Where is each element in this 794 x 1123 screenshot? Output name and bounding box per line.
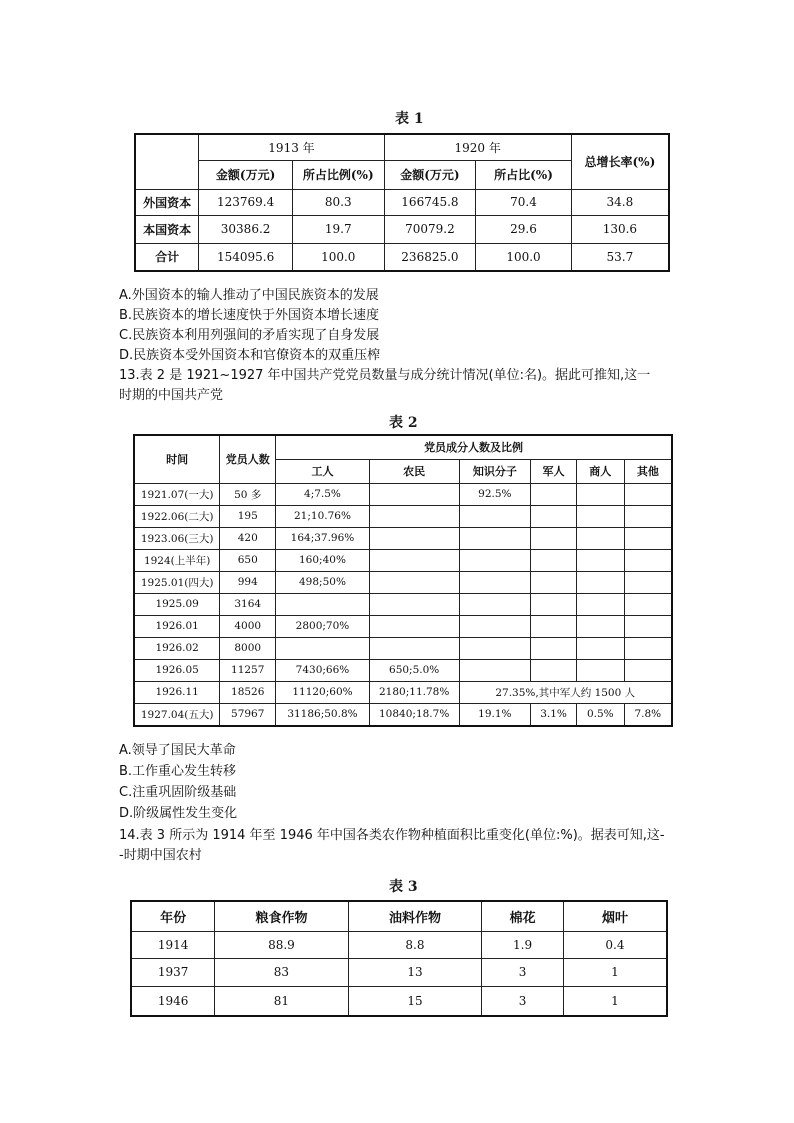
cell-members: 8000 <box>220 637 276 659</box>
cell-time: 1926.11 <box>134 681 220 703</box>
cell-members: 994 <box>220 571 276 593</box>
table3-header-cotton: 棉花 <box>482 901 564 931</box>
table2-col-merchant: 商人 <box>576 459 624 483</box>
cell-worker <box>276 593 370 615</box>
cell-members: 195 <box>220 505 276 527</box>
cell-soldier <box>531 527 577 549</box>
cell-soldier <box>531 593 577 615</box>
cell-farmer <box>369 571 459 593</box>
cell: 1 <box>563 986 667 1016</box>
row-label: 合计 <box>135 243 199 271</box>
cell-intellectual <box>459 527 531 549</box>
q12-option-a: A.外国资本的输人推动了中国民族资本的发展 <box>119 288 379 303</box>
q13-stem-line2: 时期的中国共产党 <box>119 388 224 403</box>
cell-other <box>624 571 672 593</box>
cell-worker: 21;10.76% <box>276 505 370 527</box>
cell-intellectual <box>459 505 531 527</box>
cell-other <box>624 637 672 659</box>
cell: 70079.2 <box>384 215 476 243</box>
table1-year1: 1913 年 <box>199 134 384 160</box>
cell-time: 1926.05 <box>134 659 220 681</box>
cell-members: 420 <box>220 527 276 549</box>
q12-option-b: B.民族资本的增长速度快于外国资本增长速度 <box>119 308 380 323</box>
cell-soldier <box>531 483 577 505</box>
table-row <box>134 549 672 571</box>
table3 <box>130 900 668 1017</box>
cell-farmer <box>369 527 459 549</box>
cell: 1.9 <box>482 931 564 958</box>
cell-other <box>624 659 672 681</box>
cell-time: 1927.04(五大) <box>134 703 220 726</box>
table-row <box>134 615 672 637</box>
cell-worker: 164;37.96% <box>276 527 370 549</box>
table-row <box>134 527 672 549</box>
table1-share-header-1913: 所占比例(%) <box>292 160 384 189</box>
cell: 166745.8 <box>384 189 476 215</box>
table2-caption: 表 2 <box>389 415 418 431</box>
table-row <box>134 505 672 527</box>
cell: 80.3 <box>292 189 384 215</box>
cell-intellectual <box>459 549 531 571</box>
table2-members-header: 党员人数 <box>220 435 276 483</box>
cell-intellectual: 92.5% <box>459 483 531 505</box>
cell-intellectual <box>459 659 531 681</box>
cell-members: 57967 <box>220 703 276 726</box>
cell-intellectual: 19.1% <box>459 703 531 726</box>
cell-time: 1926.01 <box>134 615 220 637</box>
cell-intellectual <box>459 637 531 659</box>
cell-merchant <box>576 571 624 593</box>
cell-other: 7.8% <box>624 703 672 726</box>
cell: 130.6 <box>571 215 669 243</box>
cell: 1914 <box>131 931 215 958</box>
cell-merchant <box>576 483 624 505</box>
cell-farmer: 10840;18.7% <box>369 703 459 726</box>
cell: 81 <box>215 986 349 1016</box>
cell: 1 <box>563 958 667 986</box>
cell-other <box>624 593 672 615</box>
cell: 123769.4 <box>199 189 293 215</box>
q13-option-d: D.阶级属性发生变化 <box>119 806 238 821</box>
cell: 19.7 <box>292 215 384 243</box>
table1-share-header-1920: 所占比(%) <box>476 160 572 189</box>
table-row <box>134 593 672 615</box>
cell: 88.9 <box>215 931 349 958</box>
cell-worker: 4;7.5% <box>276 483 370 505</box>
cell-worker: 11120;60% <box>276 681 370 703</box>
cell-merchant <box>576 527 624 549</box>
table3-header-year: 年份 <box>131 901 215 931</box>
cell: 100.0 <box>292 243 384 271</box>
q12-option-c: C.民族资本利用列强间的矛盾实现了自身发展 <box>119 328 380 343</box>
table2-col-farmer: 农民 <box>369 459 459 483</box>
table-row <box>134 703 672 726</box>
cell-time: 1925.09 <box>134 593 220 615</box>
cell: 53.7 <box>571 243 669 271</box>
table1-caption: 表 1 <box>395 111 424 127</box>
q13-option-a: A.领导了国民大革命 <box>119 743 236 758</box>
cell-intellectual <box>459 615 531 637</box>
cell-worker: 498;50% <box>276 571 370 593</box>
cell-soldier <box>531 615 577 637</box>
cell-other <box>624 615 672 637</box>
cell-farmer: 2180;11.78% <box>369 681 459 703</box>
cell-other <box>624 549 672 571</box>
table-row <box>135 243 669 271</box>
q13-option-c: C.注重巩固阶级基础 <box>119 785 237 800</box>
cell: 83 <box>215 958 349 986</box>
cell-soldier <box>531 637 577 659</box>
table1-corner <box>135 134 199 189</box>
cell-merchant <box>576 549 624 571</box>
cell: 1937 <box>131 958 215 986</box>
cell-farmer <box>369 615 459 637</box>
q14-stem-line1: 14.表 3 所示为 1914 年至 1946 年中国各类农作物种植面积比重变化(单位:%)。据表可知,这- <box>119 828 665 843</box>
cell: 15 <box>348 986 482 1016</box>
cell-worker: 31186;50.8% <box>276 703 370 726</box>
table2 <box>133 434 673 727</box>
table-row <box>134 659 672 681</box>
cell-merchant <box>576 615 624 637</box>
cell-merged-other: 27.35%,其中军人约 1500 人 <box>459 681 672 703</box>
cell: 70.4 <box>476 189 572 215</box>
row-label: 本国资本 <box>135 215 199 243</box>
cell-worker: 2800;70% <box>276 615 370 637</box>
cell-merchant <box>576 505 624 527</box>
table-row <box>134 571 672 593</box>
cell-members: 11257 <box>220 659 276 681</box>
cell-soldier <box>531 571 577 593</box>
cell-other <box>624 527 672 549</box>
cell-intellectual <box>459 571 531 593</box>
table-row <box>131 958 667 986</box>
cell: 100.0 <box>476 243 572 271</box>
cell-time: 1926.02 <box>134 637 220 659</box>
cell-members: 650 <box>220 549 276 571</box>
cell: 30386.2 <box>199 215 293 243</box>
cell-time: 1922.06(二大) <box>134 505 220 527</box>
row-label: 外国资本 <box>135 189 199 215</box>
cell-time: 1923.06(三大) <box>134 527 220 549</box>
table1-amount-header-1913: 金额(万元) <box>199 160 293 189</box>
cell-farmer <box>369 505 459 527</box>
cell-worker <box>276 637 370 659</box>
cell-members: 4000 <box>220 615 276 637</box>
cell-merchant: 0.5% <box>576 703 624 726</box>
cell: 13 <box>348 958 482 986</box>
table1 <box>134 133 670 272</box>
cell-soldier <box>531 549 577 571</box>
cell-other <box>624 483 672 505</box>
table-row <box>134 637 672 659</box>
table-row <box>131 931 667 958</box>
cell-merchant <box>576 659 624 681</box>
cell-time: 1921.07(一大) <box>134 483 220 505</box>
table3-caption: 表 3 <box>389 879 418 895</box>
cell-members: 50 多 <box>220 483 276 505</box>
cell: 29.6 <box>476 215 572 243</box>
cell: 1946 <box>131 986 215 1016</box>
cell-soldier <box>531 505 577 527</box>
cell: 154095.6 <box>199 243 293 271</box>
cell-soldier <box>531 659 577 681</box>
cell: 3 <box>482 958 564 986</box>
table1-growth-header: 总增长率(%) <box>571 134 669 189</box>
cell: 34.8 <box>571 189 669 215</box>
q13-stem-line1: 13.表 2 是 1921~1927 年中国共产党党员数量与成分统计情况(单位:名)。据此可推知,这一 <box>119 368 651 383</box>
cell: 0.4 <box>563 931 667 958</box>
table2-composition-header: 党员成分人数及比例 <box>276 435 672 459</box>
table-row <box>135 189 669 215</box>
cell-farmer: 650;5.0% <box>369 659 459 681</box>
cell-farmer <box>369 593 459 615</box>
cell: 236825.0 <box>384 243 476 271</box>
table3-header-tobacco: 烟叶 <box>563 901 667 931</box>
cell-time: 1924(上半年) <box>134 549 220 571</box>
table1-amount-header-1920: 金额(万元) <box>384 160 476 189</box>
cell-farmer <box>369 637 459 659</box>
cell: 8.8 <box>348 931 482 958</box>
cell-members: 18526 <box>220 681 276 703</box>
cell-worker: 7430;66% <box>276 659 370 681</box>
table-row <box>134 483 672 505</box>
cell: 3 <box>482 986 564 1016</box>
table3-header-grain: 粮食作物 <box>215 901 349 931</box>
cell-intellectual <box>459 593 531 615</box>
cell-merchant <box>576 637 624 659</box>
table3-header-oil: 油料作物 <box>348 901 482 931</box>
cell-time: 1925.01(四大) <box>134 571 220 593</box>
cell-farmer <box>369 549 459 571</box>
cell-members: 3164 <box>220 593 276 615</box>
table2-col-soldier: 军人 <box>531 459 577 483</box>
cell-worker: 160;40% <box>276 549 370 571</box>
q13-option-b: B.工作重心发生转移 <box>119 764 237 779</box>
table1-year2: 1920 年 <box>384 134 571 160</box>
table2-col-worker: 工人 <box>276 459 370 483</box>
table2-col-other: 其他 <box>624 459 672 483</box>
cell-other <box>624 505 672 527</box>
q12-option-d: D.民族资本受外国资本和官僚资本的双重压榨 <box>119 348 381 363</box>
table2-time-header: 时间 <box>134 435 220 483</box>
table-row <box>135 215 669 243</box>
table2-col-intellectual: 知识分子 <box>459 459 531 483</box>
cell-soldier: 3.1% <box>531 703 577 726</box>
cell-farmer <box>369 483 459 505</box>
q14-stem-line2: -时期中国农村 <box>119 848 202 863</box>
table-row <box>131 986 667 1016</box>
table-row <box>134 681 672 703</box>
cell-merchant <box>576 593 624 615</box>
